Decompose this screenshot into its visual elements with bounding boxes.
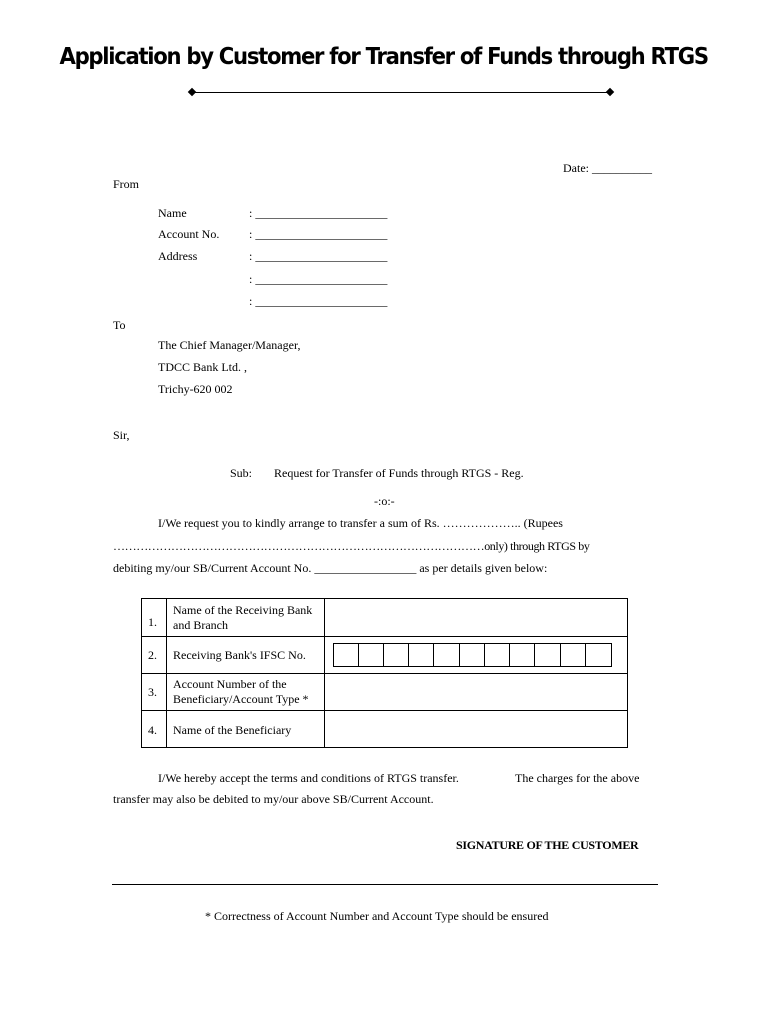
- to-line: TDCC Bank Ltd. ,: [158, 360, 247, 374]
- date-blank[interactable]: __________: [592, 161, 652, 175]
- date-field[interactable]: [563, 161, 652, 176]
- ifsc-char-box[interactable]: [435, 644, 460, 666]
- ifsc-char-box[interactable]: [334, 644, 359, 666]
- to-line: The Chief Manager/Manager,: [158, 338, 301, 352]
- name-input[interactable]: : ______________________: [249, 206, 388, 220]
- address-line-1-input[interactable]: : ______________________: [249, 249, 388, 263]
- acceptance-line-2: transfer may also be debited to my/our above SB/Current Account.: [113, 792, 434, 806]
- subject-text: Request for Transfer of Funds through RTGS - Reg.: [274, 466, 524, 480]
- account-no-label: Account No.: [158, 227, 220, 241]
- footnote: * Correctness of Account Number and Account Type should be ensured: [205, 909, 549, 923]
- subject-label: Sub:: [230, 466, 253, 480]
- salutation: Sir,: [113, 428, 130, 442]
- row-number: 3.: [148, 685, 157, 699]
- to-line: Trichy-620 002: [158, 382, 233, 396]
- acceptance-line-1-cont: The charges for the above: [515, 771, 640, 785]
- footer-divider: [112, 884, 658, 885]
- name-label: Name: [158, 206, 187, 220]
- beneficiary-account-input[interactable]: [326, 675, 626, 709]
- receiving-bank-input[interactable]: [326, 600, 626, 635]
- ifsc-char-box[interactable]: [536, 644, 561, 666]
- ifsc-char-box[interactable]: [485, 644, 510, 666]
- receiving-bank-label: Name of the Receiving Bank: [173, 603, 313, 617]
- ifsc-input-boxes[interactable]: [333, 643, 612, 667]
- row-number: 4.: [148, 723, 157, 737]
- address-label: Address: [158, 249, 198, 263]
- receiving-bank-label: and Branch: [173, 618, 228, 632]
- account-no-input[interactable]: : ______________________: [249, 227, 388, 241]
- form-title: Application by Customer for Transfer of Funds through RTGS: [59, 44, 708, 70]
- acceptance-line-1: I/We hereby accept the terms and conditions of RTGS transfer.: [158, 771, 459, 785]
- ifsc-char-box[interactable]: [561, 644, 586, 666]
- signature-label: SIGNATURE OF THE CUSTOMER: [456, 838, 639, 852]
- ifsc-char-box[interactable]: [586, 644, 611, 666]
- beneficiary-account-label: Account Number of the: [173, 677, 287, 691]
- beneficiary-account-label: Beneficiary/Account Type *: [173, 692, 309, 706]
- address-line-2-input[interactable]: : ______________________: [249, 272, 388, 286]
- request-line-2: ……………………………………………………………………………………only) through RTGS by: [113, 539, 590, 553]
- ifsc-char-box[interactable]: [510, 644, 535, 666]
- ifsc-char-box[interactable]: [409, 644, 434, 666]
- date-label: Date:: [563, 161, 589, 175]
- from-label: From: [113, 177, 140, 191]
- beneficiary-name-input[interactable]: [326, 712, 626, 746]
- row-number: 1.: [148, 615, 157, 629]
- ifsc-label: Receiving Bank's IFSC No.: [173, 648, 306, 662]
- address-line-3-input[interactable]: : ______________________: [249, 294, 388, 308]
- request-line-1: I/We request you to kindly arrange to transfer a sum of Rs. ……………….. (Rupees: [158, 516, 563, 530]
- title-rule-right-diamond: [606, 88, 614, 96]
- separator: -:o:-: [374, 494, 395, 508]
- request-line-3: debiting my/our SB/Current Account No. _________________ as per details given below:: [113, 561, 548, 575]
- ifsc-char-box[interactable]: [384, 644, 409, 666]
- row-number: 2.: [148, 648, 157, 662]
- to-label: To: [113, 318, 126, 332]
- beneficiary-name-label: Name of the Beneficiary: [173, 723, 292, 737]
- title-underline: [192, 92, 612, 93]
- ifsc-char-box[interactable]: [359, 644, 384, 666]
- ifsc-char-box[interactable]: [460, 644, 485, 666]
